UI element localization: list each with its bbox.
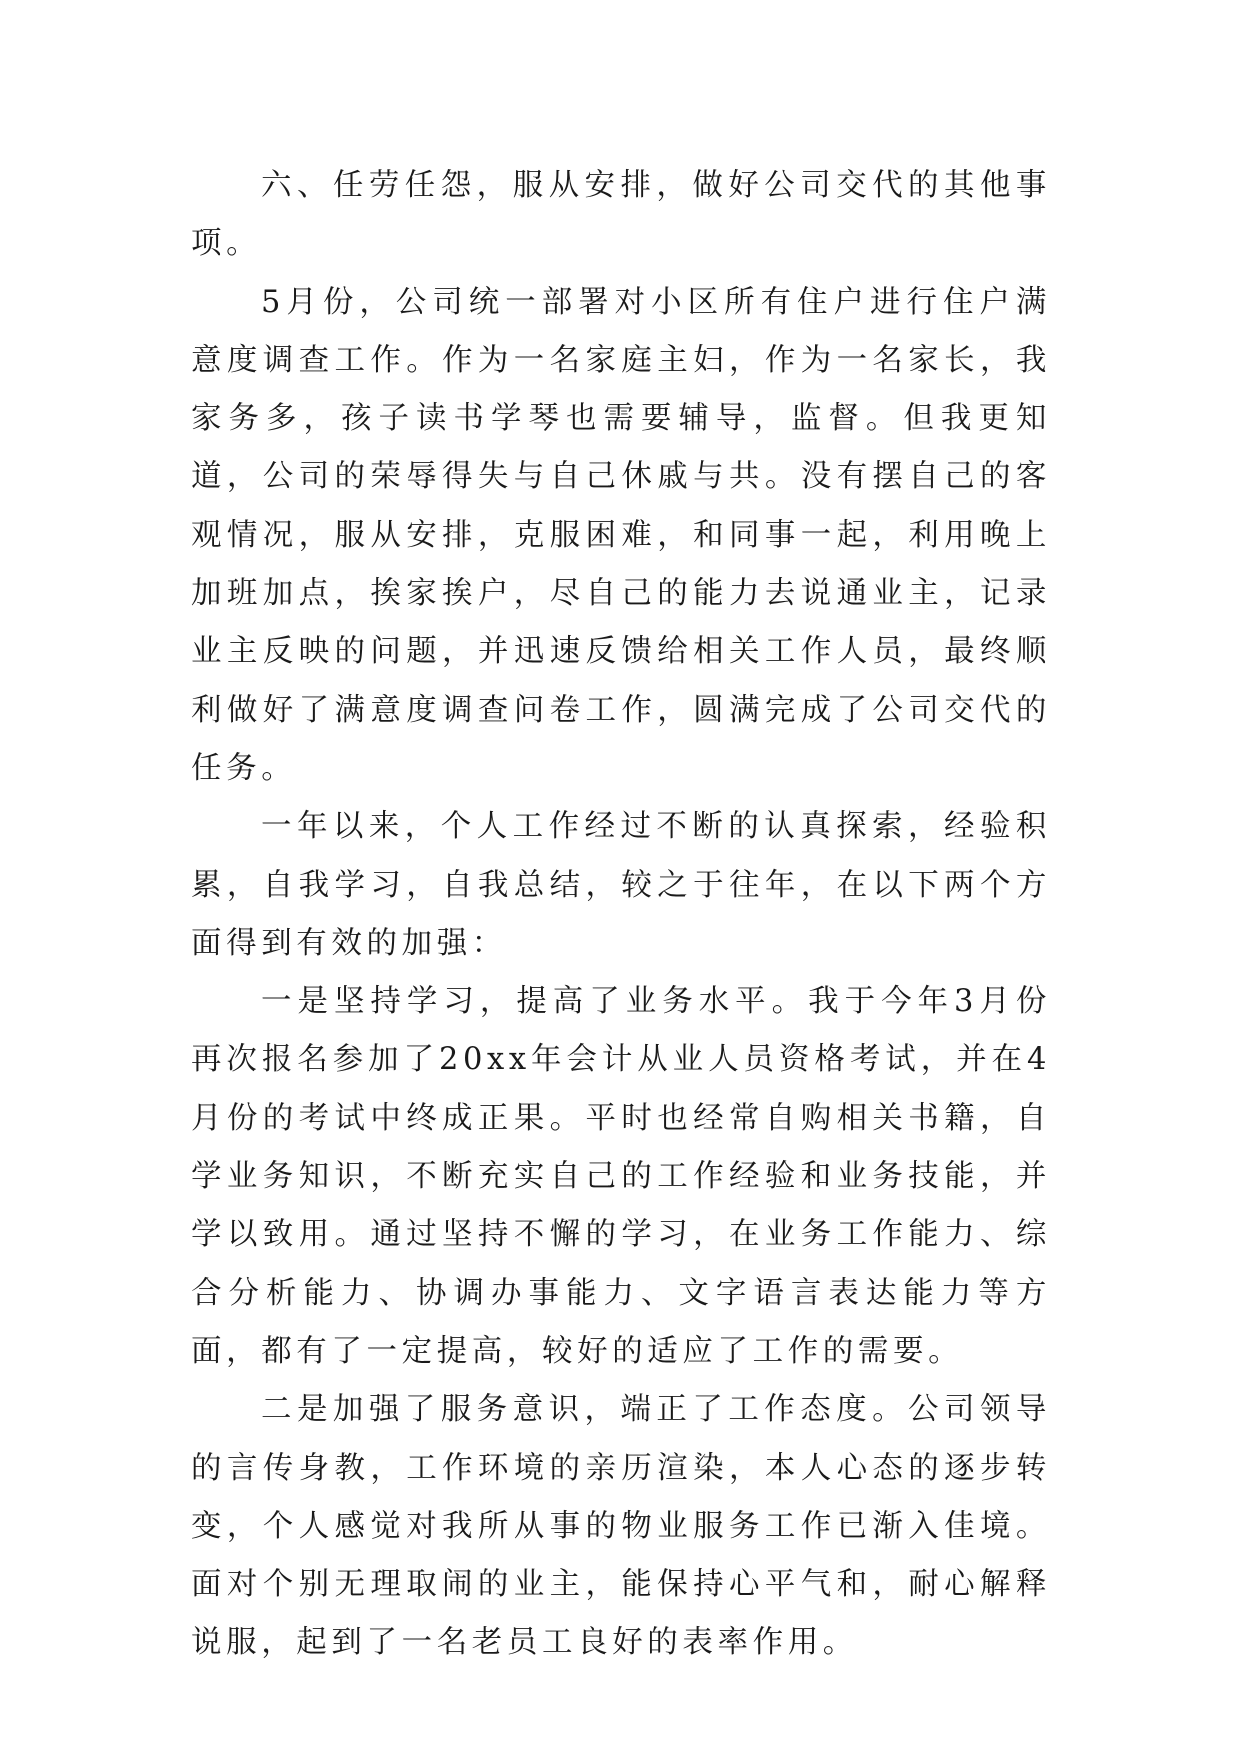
document-body	[191, 157, 1051, 1673]
paragraph-service-attitude: 二是加强了服务意识，端正了工作态度。公司领导的言传身教，工作环境的亲历渲染，本人心态的逐步转变，个人感觉对我所从事的物业服务工作已渐入佳境。面对个别无理取闹的业主，能保持心平气和，耐心解释说服，起到了一名老员工良好的表率作用。	[191, 1392, 1051, 1661]
paragraph-satisfaction-survey: 5月份，公司统一部署对小区所有住户进行住户满意度调查工作。作为一名家庭主妇，作为一名家长，我家务多，孩子读书学琴也需要辅导，监督。但我更知道，公司的荣辱得失与自己休戚与共。没有摆自己的客观情况，服从安排，克服困难，和同事一起，利用晚上加班加点，挨家挨户，尽自己的能力去说通业主，记录业主反映的问题，并迅速反馈给相关工作人员，最终顺利做好了满意度调查问卷工作，圆满完成了公司交代的任务。	[191, 284, 1051, 786]
paragraph-year-summary-intro: 一年以来，个人工作经过不断的认真探索，经验积累，自我学习，自我总结，较之于往年，在以下两个方面得到有效的加强：	[191, 809, 1051, 961]
paragraph-duties-item-6: 六、任劳任怨，服从安排，做好公司交代的其他事项。	[191, 168, 1051, 262]
paragraph-study-improvement: 一是坚持学习，提高了业务水平。我于今年3月份再次报名参加了20xx年会计从业人员资格考试，并在4月份的考试中终成正果。平时也经常自购相关书籍，自学业务知识，不断充实自己的工作经验和业务技能，并学以致用。通过坚持不懈的学习，在业务工作能力、综合分析能力、协调办事能力、文字语言表达能力等方面，都有了一定提高，较好的适应了工作的需要。	[191, 984, 1051, 1369]
